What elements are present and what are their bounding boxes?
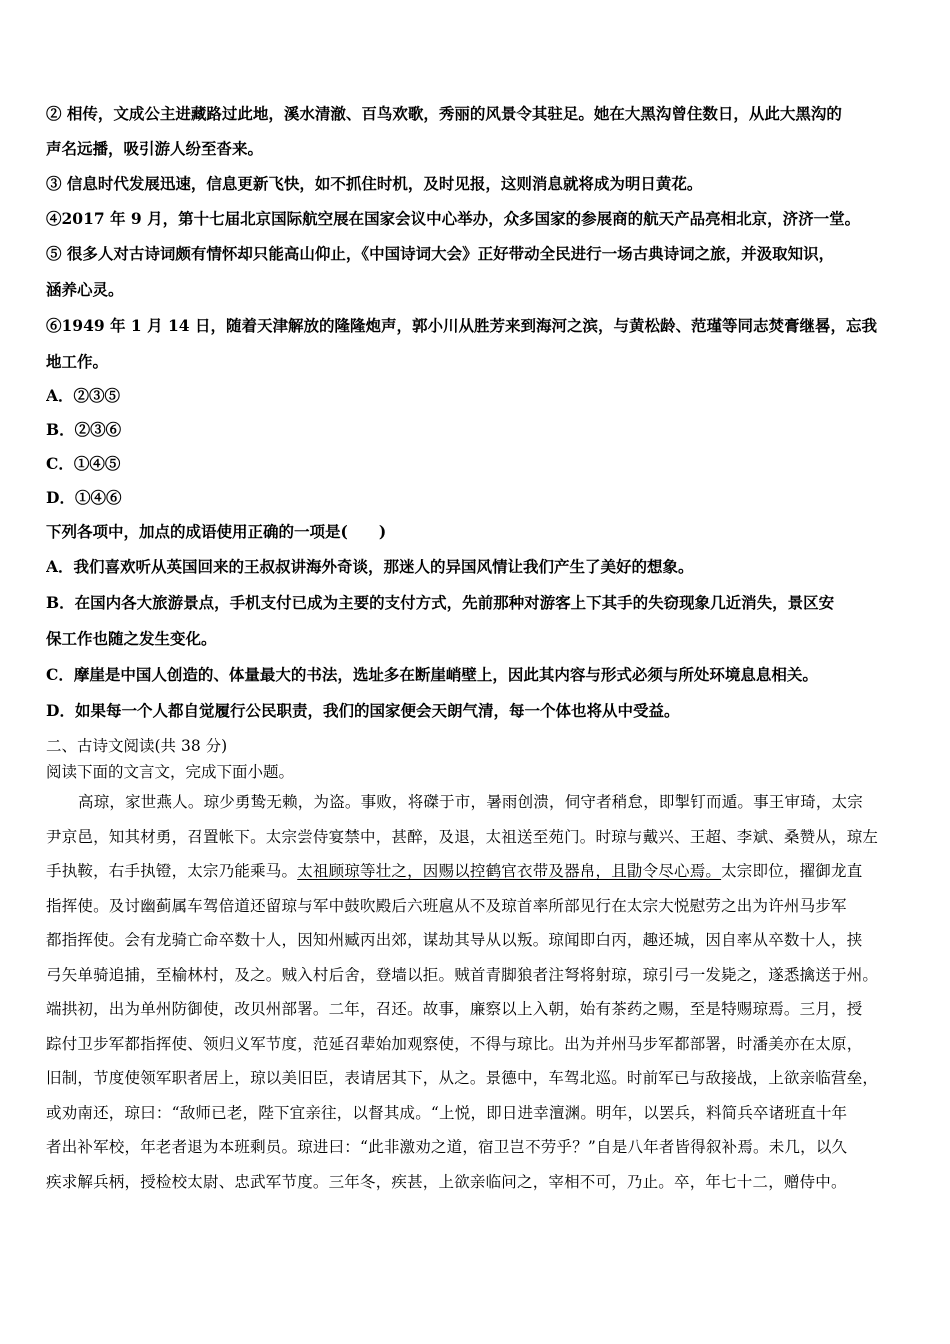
q1-option-c: C．①④⑤ xyxy=(46,454,121,473)
passage-line-2: 尹京邑，知其材勇，召置帐下。太宗尝侍宴禁中，甚醉，及退，太祖送至苑门。时琼与戴兴、王超、李斌、桑赞从，琼左 xyxy=(46,827,879,846)
passage-line-8: 踪付卫步军都指挥使、领归义军节度，范延召辈始加观察使，不得与琼比。出为并州马步军都部署，时潘美亦在太原， xyxy=(46,1034,863,1053)
sentence-2-line-1: ② 相传，文成公主进藏路过此地，溪水清澈、百鸟欢歌，秀丽的风景令其驻足。她在大黑沟曾住数日，从此大黑沟的 xyxy=(46,104,842,123)
sentence-5-line-2: 涵养心灵。 xyxy=(46,280,124,299)
q2-option-b-line-2: 保工作也随之发生变化。 xyxy=(46,629,217,648)
q2-option-c: C．摩崖是中国人创造的、体量最大的书法，选址多在断崖峭壁上，因此其内容与形式必须与所处环境息息相关。 xyxy=(46,665,818,684)
sentence-2 xyxy=(46,96,908,166)
section-2 xyxy=(46,733,908,1199)
sentence-6-line-2: 地工作。 xyxy=(46,352,109,371)
q2-option-b-line-1: B．在国内各大旅游景点，手机支付已成为主要的支付方式，先前那种对游客上下其手的失窃现象几近消失，景区安 xyxy=(46,593,835,612)
passage-line-11: 者出补军校，年老者退为本班剩员。琼进曰：“此非激劝之道，宿卫岂不劳乎？”自是八年者皆得叙补焉。未几，以久 xyxy=(46,1138,848,1156)
q2-option-a: A．我们喜欢听从英国回来的王叔叔讲海外奇谈，那迷人的异国风情让我们产生了美好的想象。 xyxy=(46,557,694,576)
sentence-5 xyxy=(46,236,908,308)
q2-option-d: D．如果每一个人都自觉履行公民职责，我们的国家便会天朗气清，每一个体也将从中受益。 xyxy=(46,701,680,720)
passage-line-10: 或劝南还，琼曰：“敌师已老，陛下宜亲往，以督其成。“上悦，即日进幸澶渊。明年，以罢兵，料简兵卒诸班直十年 xyxy=(46,1103,848,1122)
q1-option-d: D．①④⑥ xyxy=(46,488,122,507)
sentence-6 xyxy=(46,308,908,379)
classical-passage xyxy=(46,785,908,1199)
passage-line-9: 旧制，节度使领军职者居上，琼以美旧臣，表请居其下，从之。景德中，车驾北巡。时前军已与敌接战，上欲亲临营垒， xyxy=(46,1069,879,1087)
passage-line-4: 指挥使。及讨幽蓟属车驾倍道还留琼与军中鼓吹殿后六班扈从不及琼首率所部见行在太宗大悦慰劳之出为许州马步军 xyxy=(46,896,847,915)
sentence-4-line-1: ④2017 年 9 月，第十七届北京国际航空展在国家会议中心举办，众多国家的参展商的航天产品亮相北京，济济一堂。 xyxy=(46,209,861,228)
passage-line-12: 疾求解兵柄，授检校太尉、忠武军节度。三年冬，疾甚，上欲亲临问之，宰相不可，乃止。卒，年七十二，赠侍中。 xyxy=(46,1172,847,1191)
sentence-5-line-1: ⑤ 很多人对古诗词颇有情怀却只能高山仰止，《中国诗词大会》正好带动全民进行一场古典诗词之旅，并汲取知识， xyxy=(46,244,835,263)
question-2 xyxy=(46,515,908,729)
underlined-sentence: 太祖顾琼等壮之，因赐以控鹤官衣带及器帛，且勖令尽心焉。 xyxy=(297,862,722,880)
q1-option-a: A．②③⑤ xyxy=(46,386,121,405)
passage-line-3-start: 手执鞍，右手执镫，太宗乃能乘马。 xyxy=(46,862,298,880)
document-page xyxy=(46,96,908,1199)
q1-options xyxy=(46,379,908,515)
section-2-instruction: 阅读下面的文言文，完成下面小题。 xyxy=(46,763,295,781)
passage-line-3-end: 太宗即位，擢御龙直 xyxy=(721,862,863,880)
passage-line-6: 弓矢单骑追捕，至榆林村，及之。贼入村后舍，登墙以拒。贼首青脚狼者注弩将射琼，琼引弓一发毙之，遂悉擒送于州。 xyxy=(46,965,879,984)
sentence-3-line-1: ③ 信息时代发展迅速，信息更新飞快，如不抓住时机，及时见报，这则消息就将成为明日黄花。 xyxy=(46,174,703,193)
section-2-heading: 二、古诗文阅读(共 38 分) xyxy=(46,737,228,755)
passage-line-3 xyxy=(46,854,908,889)
passage-line-7: 端拱初，出为单州防御使，改贝州部署。二年，召还。故事，廉察以上入朝，始有茶药之赐，至是特赐琼焉。三月，授 xyxy=(46,1000,863,1018)
q1-option-b: B．②③⑥ xyxy=(46,420,122,439)
passage-line-1: 高琼，家世燕人。琼少勇鸷无赖，为盗。事败，将磔于市，暑雨创溃，伺守者稍怠，即掣钉而遁。事王审琦，太宗 xyxy=(78,793,864,811)
question-2-stem: 下列各项中，加点的成语使用正确的一项是( ) xyxy=(46,522,387,541)
sentence-6-line-1: ⑥1949 年 1 月 14 日，随着天津解放的隆隆炮声，郭小川从胜芳来到海河之滨，与黄松龄、范瑾等同志焚膏继晷，忘我 xyxy=(46,316,877,335)
passage-line-5: 都指挥使。会有龙骑亡命卒数十人，因知州臧丙出郊，谋劫其导从以叛。琼闻即白丙，趣还城，因自率从卒数十人，挟 xyxy=(46,931,863,949)
sentence-2-line-2: 声名远播，吸引游人纷至沓来。 xyxy=(46,139,264,158)
sentence-3 xyxy=(46,166,908,201)
sentence-4 xyxy=(46,201,908,236)
